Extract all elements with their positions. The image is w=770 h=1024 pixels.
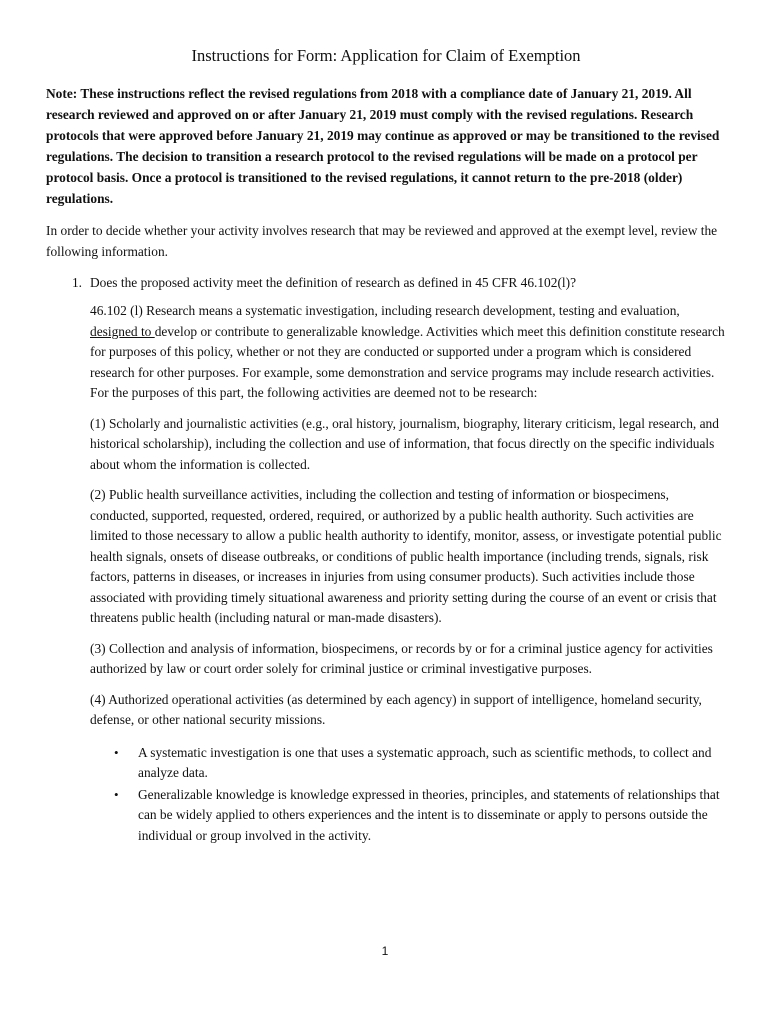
exclusion-2: (2) Public health surveillance activities, including the collection and testing of information or biospecimens, conducted, supported, requested, ordered, required, or authorized by a public health authority. Such activities are limited to those necessary to allow a public health authority to identify, monitor, assess, or investigate potential public health signals, onsets of disease outbreaks, or conditions of public health importance (including trends, signals, risk factors, patterns in diseases, or increases in injuries from using consumer products). Such activities include those associated with providing timely situational awareness and priority setting during the course of an event or crisis that threatens public health (including natural or man-made disasters). [90, 487, 722, 625]
question-number: 1. [71, 275, 82, 290]
revision-note: Note: These instructions reflect the revised regulations from 2018 with a compliance date of January 21, 2019. All research reviewed and approved on or after January 21, 2019 must comply with the revised regulations. Research protocols that were approved before January 21, 2019 may continue as approved or may be transitioned to the revised regulations. The decision to transition a research protocol to the revised regulations will be made on a protocol per protocol basis. Once a protocol is transitioned to the revised regulations, it cannot return to the pre-2018 (older) regulations. [46, 86, 720, 206]
page-number: 1 [381, 944, 389, 958]
research-definition [90, 301, 726, 404]
page-title: Instructions for Form: Application for Claim of Exemption [191, 46, 581, 65]
bullet-icon: • [114, 786, 119, 802]
exclusion-3: (3) Collection and analysis of information, biospecimens, or records by or for a criminal justice agency for activities authorized by law or court order solely for criminal justice or criminal investigative purposes. [90, 640, 713, 676]
bullet-text: Generalizable knowledge is knowledge expressed in theories, principles, and statements of relationships that can be widely applied to others experiences and the intent is to disseminate or apply to persons outside the individual or group involved in the activity. [138, 786, 720, 843]
bullet-item-generalizable-knowledge [90, 785, 726, 847]
intro-paragraph: In order to decide whether your activity involves research that may be reviewed and approved at the exempt level, review the following information. [46, 223, 718, 259]
bullet-item-systematic-investigation [90, 743, 726, 784]
exclusion-1: (1) Scholarly and journalistic activities (e.g., oral history, journalism, biography, literary criticism, legal research, and historical scholarship), including the collection and use of information, that focus directly on the specific individuals about whom the information is collected. [90, 415, 719, 472]
document-page [46, 46, 726, 847]
question-1-body [90, 301, 726, 846]
definition-underlined: designed to [90, 323, 155, 339]
definition-part-1: 46.102 (l) Research means a systematic investigation, including research development, testing and evaluation, [90, 303, 680, 318]
bullet-text: A systematic investigation is one that uses a systematic approach, such as scientific methods, to collect and analyze data. [138, 744, 712, 780]
definition-part-2: develop or contribute to generalizable knowledge. Activities which meet this definition constitute research for purposes of this policy, whether or not they are conducted or supported under a program which is considered research for other purposes. For example, some demonstration and service programs may include research activities. For the purposes of this part, the following activities are deemed not to be research: [90, 323, 725, 400]
exclusion-4: (4) Authorized operational activities (as determined by each agency) in support of intelligence, homeland security, defense, or other national security missions. [90, 691, 702, 727]
question-1 [46, 272, 726, 293]
definition-bullets [90, 743, 726, 847]
question-text: Does the proposed activity meet the definition of research as defined in 45 CFR 46.102(l)? [90, 275, 577, 290]
bullet-icon: • [114, 744, 119, 760]
